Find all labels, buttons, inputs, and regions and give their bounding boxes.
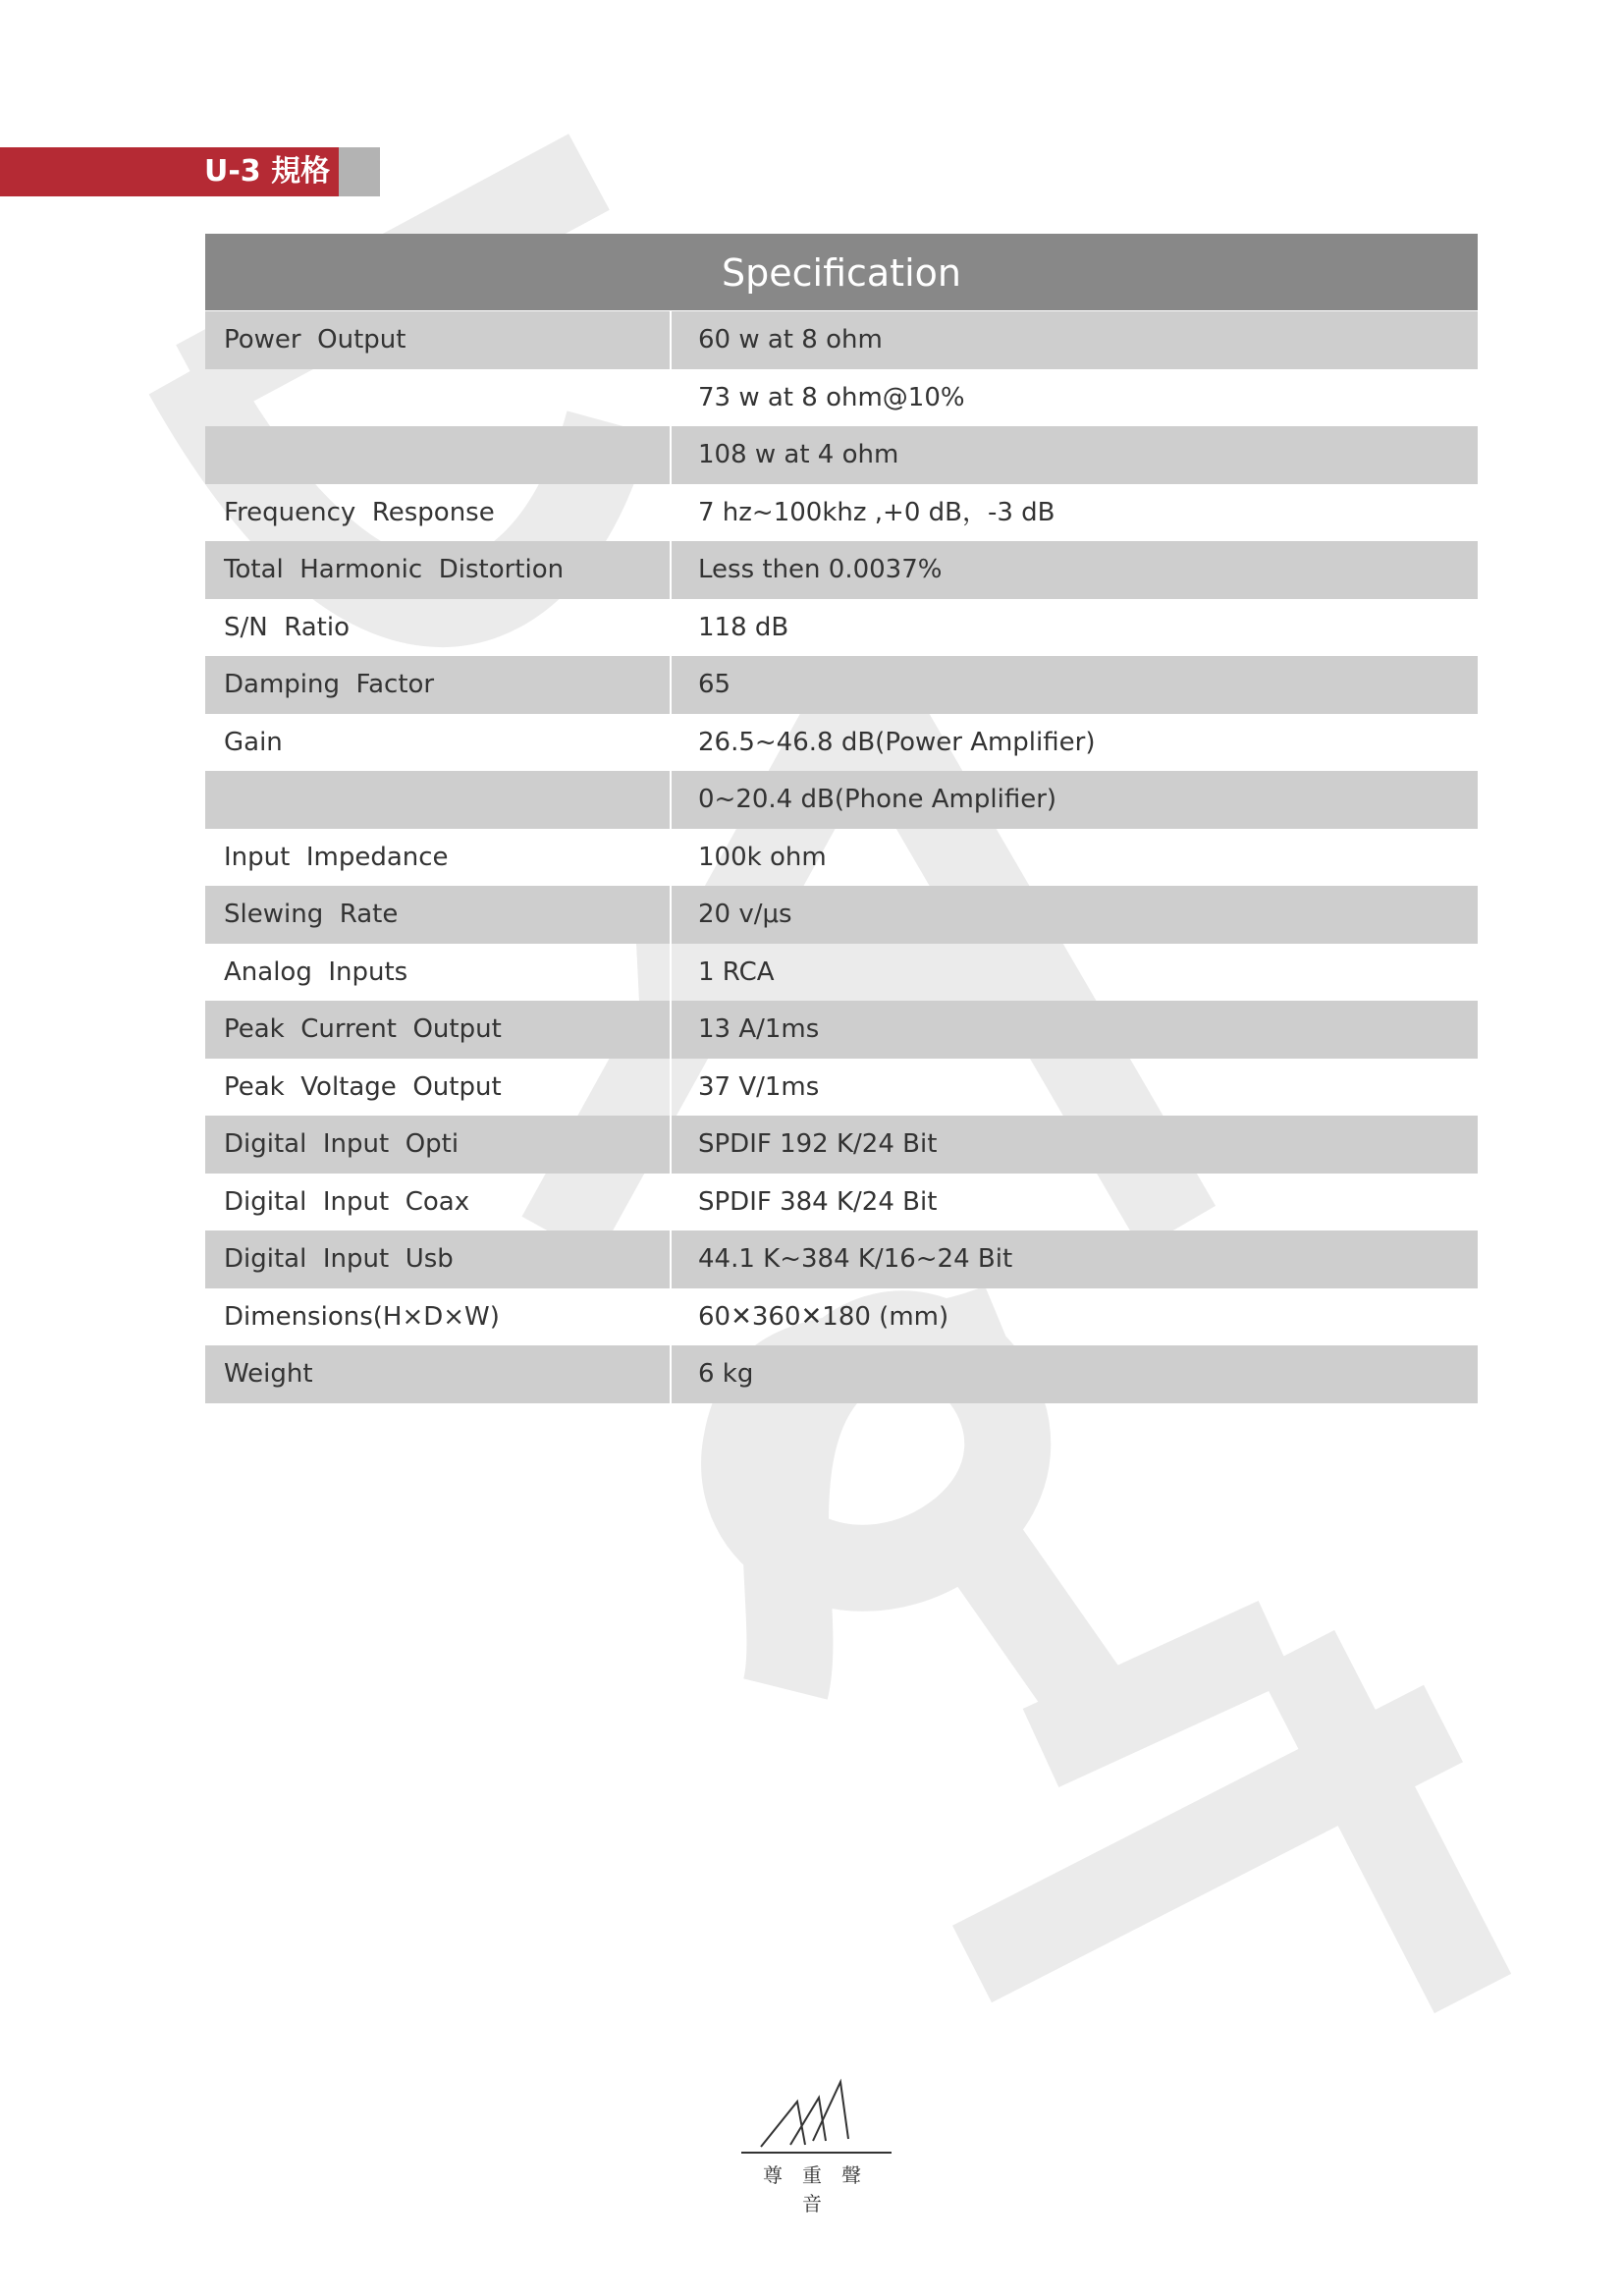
spec-table xyxy=(205,234,1478,1403)
spec-label: Gain xyxy=(205,714,672,772)
spec-value: 60 w at 8 ohm xyxy=(698,325,883,355)
spec-label: Digital Input Opti xyxy=(205,1116,672,1174)
spec-value: 20 v/μs xyxy=(698,900,792,929)
table-row xyxy=(205,426,1478,484)
spec-label: S/N Ratio xyxy=(205,599,672,657)
spec-label xyxy=(205,771,672,829)
table-row xyxy=(205,1001,1478,1059)
table-row xyxy=(205,771,1478,829)
spec-value: 1 RCA xyxy=(698,957,775,987)
table-row xyxy=(205,656,1478,714)
table-row xyxy=(205,886,1478,944)
table-row xyxy=(205,1059,1478,1117)
table-row xyxy=(205,369,1478,427)
spec-value: 73 w at 8 ohm@10% xyxy=(698,382,965,412)
spec-label: Total Harmonic Distortion xyxy=(205,541,672,599)
spec-value: 37 V/1ms xyxy=(698,1071,820,1102)
page-tab-label: U-3 規格 xyxy=(204,154,331,189)
spec-label xyxy=(205,369,672,427)
table-row xyxy=(205,1174,1478,1231)
spec-label: Frequency Response xyxy=(205,484,672,542)
table-row xyxy=(205,1345,1478,1403)
brand-logo-text: 尊重聲音 xyxy=(763,2163,881,2215)
spec-value: 6 kg xyxy=(698,1359,754,1389)
spec-value: 108 w at 4 ohm xyxy=(698,440,899,469)
spec-label: Dimensions(H×D×W) xyxy=(205,1288,672,1346)
spec-value: 13 A/1ms xyxy=(698,1014,820,1044)
spec-label xyxy=(205,426,672,484)
table-row xyxy=(205,1230,1478,1288)
spec-value: 60✕360✕180 (mm) xyxy=(698,1301,949,1332)
spec-value: 26.5~46.8 dB(Power Amplifier) xyxy=(698,727,1096,757)
spec-label: Peak Voltage Output xyxy=(205,1059,672,1117)
spec-value: 44.1 K~384 K/16~24 Bit xyxy=(698,1244,1013,1274)
table-row xyxy=(205,829,1478,887)
spec-label: Input Impedance xyxy=(205,829,672,887)
spec-value: SPDIF 192 K/24 Bit xyxy=(698,1129,938,1159)
spec-label: Digital Input Usb xyxy=(205,1230,672,1288)
spec-value: 65 xyxy=(698,670,731,699)
spec-label: Digital Input Coax xyxy=(205,1174,672,1231)
spec-label: Power Output xyxy=(205,311,672,369)
spec-label: Damping Factor xyxy=(205,656,672,714)
spec-value: 7 hz~100khz ,+0 dB，-3 dB xyxy=(698,497,1055,527)
page-tab-end xyxy=(339,147,380,196)
spec-label: Slewing Rate xyxy=(205,886,672,944)
table-row xyxy=(205,1116,1478,1174)
spec-value: SPDIF 384 K/24 Bit xyxy=(698,1186,938,1217)
spec-label: Weight xyxy=(205,1345,672,1403)
table-row xyxy=(205,484,1478,542)
table-row xyxy=(205,599,1478,657)
brand-logo xyxy=(736,2072,893,2216)
spec-label: Analog Inputs xyxy=(205,944,672,1002)
spec-table-title: Specification xyxy=(205,234,1478,311)
spec-label: Peak Current Output xyxy=(205,1001,672,1059)
spec-value: 0~20.4 dB(Phone Amplifier) xyxy=(698,785,1057,814)
table-row xyxy=(205,311,1478,369)
table-row xyxy=(205,541,1478,599)
table-row xyxy=(205,714,1478,772)
table-row xyxy=(205,1288,1478,1346)
spec-value: 118 dB xyxy=(698,612,789,642)
spec-value: Less then 0.0037% xyxy=(698,555,943,584)
sailboat-logo-icon xyxy=(736,2072,893,2156)
table-row xyxy=(205,944,1478,1002)
spec-value: 100k ohm xyxy=(698,842,827,872)
